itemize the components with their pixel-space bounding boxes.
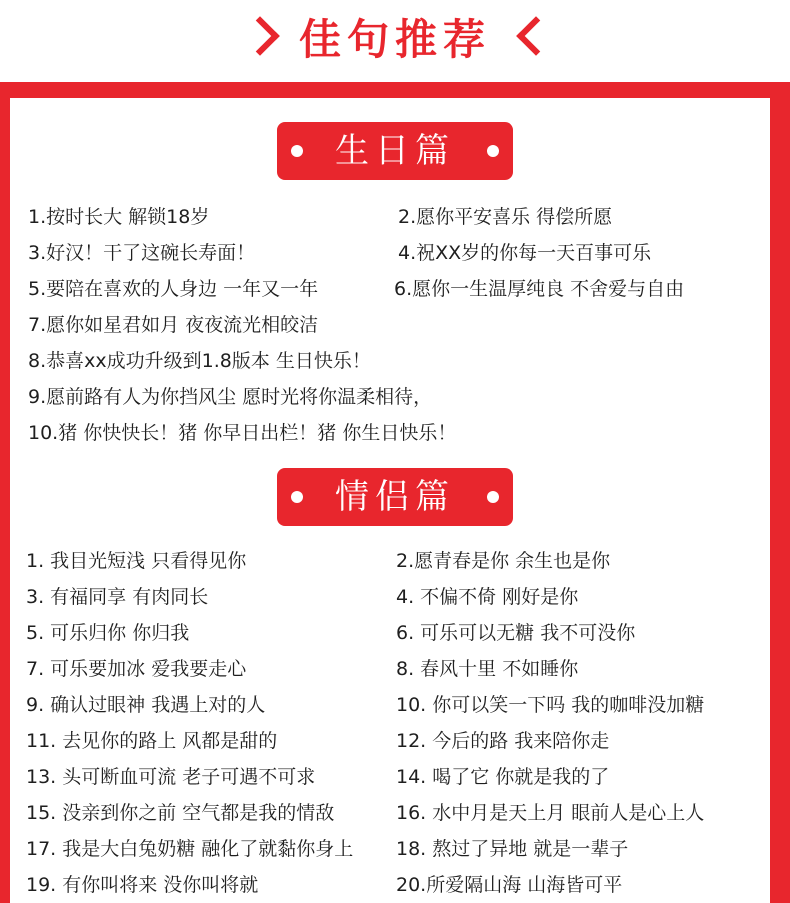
- content-frame: [0, 82, 790, 903]
- list-item: 20.所爱隔山海 山海皆可平: [396, 874, 623, 896]
- list-item: 6.愿你一生温厚纯良 不舍爱与自由: [394, 278, 685, 300]
- list-item: 4. 不偏不倚 刚好是你: [396, 586, 579, 608]
- page-title: 佳句推荐: [298, 15, 491, 64]
- list-item: 3.好汉！干了这碗长寿面！: [28, 242, 256, 264]
- content-panel: [10, 98, 770, 903]
- list-item: 11. 去见你的路上 风都是甜的: [26, 730, 278, 752]
- dot-icon: [487, 491, 499, 503]
- list-item: 15. 没亲到你之前 空气都是我的情敌: [26, 802, 335, 824]
- list-item: 5. 可乐归你 你归我: [26, 622, 190, 644]
- list-item: 2.愿你平安喜乐 得偿所愿: [398, 206, 613, 228]
- list-item: 8. 春风十里 不如睡你: [396, 658, 579, 680]
- list-item: 9. 确认过眼神 我遇上对的人: [26, 694, 266, 716]
- list-item: 17. 我是大白兔奶糖 融化了就黏你身上: [26, 838, 354, 860]
- dot-icon: [487, 145, 499, 157]
- list-item: 2.愿青春是你 余生也是你: [396, 550, 611, 572]
- list-item: 6. 可乐可以无糖 我不可没你: [396, 622, 636, 644]
- section-title-couple: 情侣篇: [335, 477, 455, 517]
- list-item: 10. 你可以笑一下吗 我的咖啡没加糖: [396, 694, 705, 716]
- list-item: 1.按时长大 解锁18岁: [28, 206, 210, 228]
- list-item: 7. 可乐要加冰 爱我要走心: [26, 658, 247, 680]
- list-item: 9.愿前路有人为你挡风尘 愿时光将你温柔相待，: [28, 386, 433, 408]
- list-item: 3. 有福同享 有肉同长: [26, 586, 209, 608]
- list-item: 16. 水中月是天上月 眼前人是心上人: [396, 802, 705, 824]
- list-item: 5.要陪在喜欢的人身边 一年又一年: [28, 278, 319, 300]
- list-item: 10.猪 你快快长！猪 你早日出栏！猪 你生日快乐！: [28, 422, 457, 444]
- list-item: 12. 今后的路 我来陪你走: [396, 730, 610, 752]
- section-header-couple: [277, 468, 513, 526]
- list-item: 19. 有你叫将来 没你叫将就: [26, 874, 259, 896]
- section-header-birthday: [277, 122, 513, 180]
- list-item: 14. 喝了它 你就是我的了: [396, 766, 610, 788]
- list-item: 4.祝XX岁的你每一天百事可乐: [398, 242, 652, 264]
- list-item: 13. 头可断血可流 老子可遇不可求: [26, 766, 316, 788]
- list-item: 7.愿你如星君如月 夜夜流光相皎洁: [28, 314, 319, 336]
- list-item: 8.恭喜xx成功升级到1.8版本 生日快乐！: [28, 350, 371, 372]
- list-item: 1. 我目光短浅 只看得见你: [26, 550, 247, 572]
- list-item: 18. 熬过了异地 就是一辈子: [396, 838, 629, 860]
- section-title-birthday: 生日篇: [335, 131, 455, 171]
- top-header: [0, 0, 790, 82]
